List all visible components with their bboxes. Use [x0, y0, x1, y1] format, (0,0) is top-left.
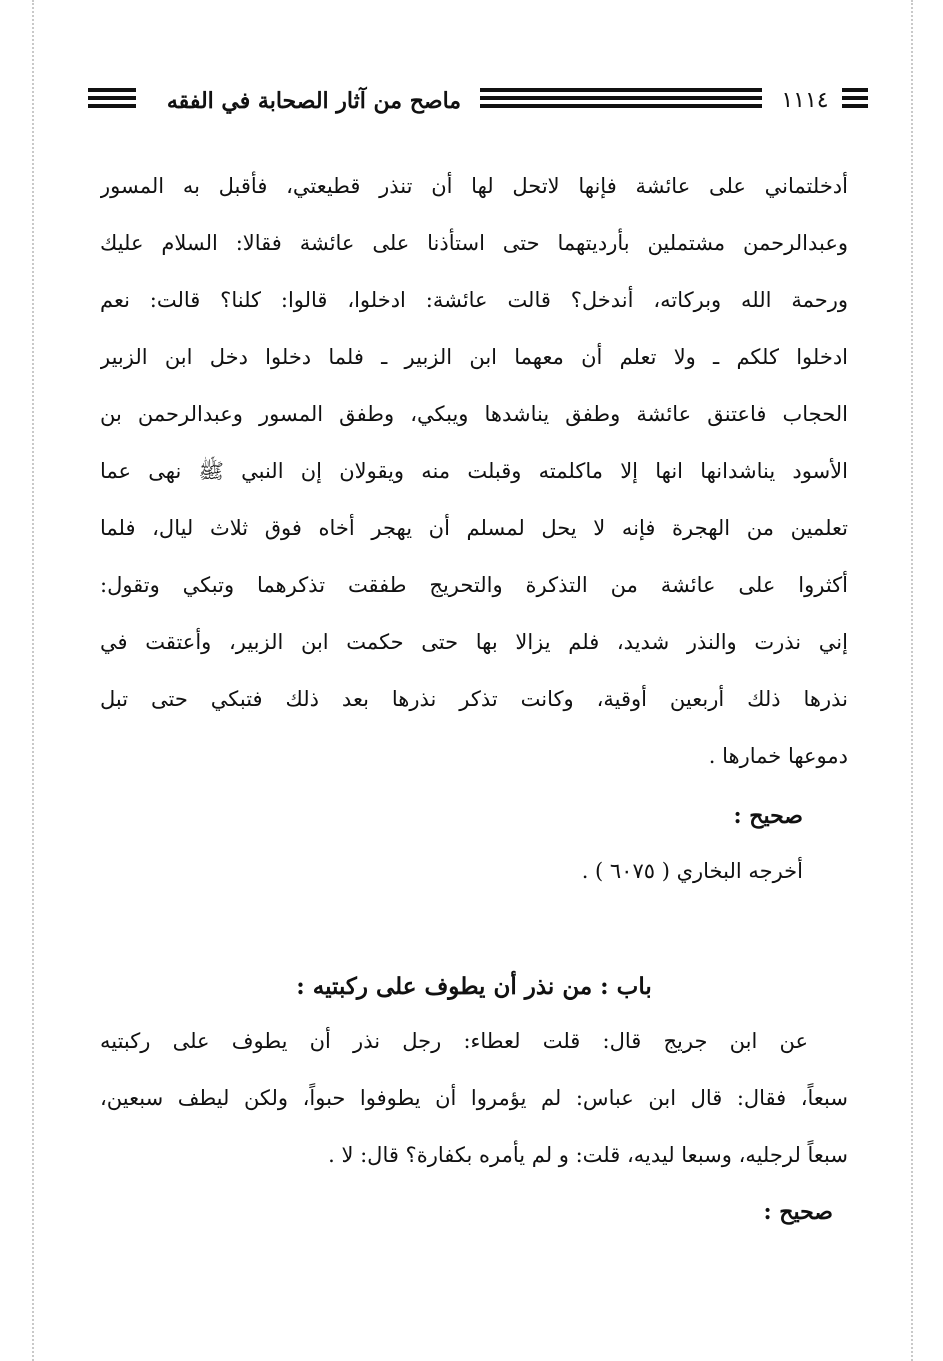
- text-line: تعلمين من الهجرة فإنه لا يحل لمسلم أن يهجر أخاه فوق ثلاث ليال، فلما: [100, 516, 848, 540]
- text-line: أكثروا على عائشة من التذكرة والتحريج طفقت تذكرهما وتبكي وتقول:: [100, 573, 848, 597]
- narration-paragraph: [100, 1013, 848, 1184]
- page-number: ١١١٤: [781, 88, 829, 113]
- text-line: عن ابن جريج قال: قلت لعطاء: رجل نذر أن يطوف على ركبتيه: [100, 1029, 808, 1053]
- text-line: سبعاً لرجليه، وسبعا ليديه، قلت: و لم يأمره بكفارة؟ قال: لا .: [328, 1143, 848, 1167]
- text-line: دموعها خمارها .: [708, 744, 848, 768]
- text-line: ورحمة الله وبركاته، أندخل؟ قالت عائشة: ادخلوا، قالوا: كلنا؟ قالت: نعم: [100, 288, 848, 312]
- text-line: ادخلوا كلكم ـ ولا تعلم أن معهما ابن الزبير ـ فلما دخلوا دخل ابن الزبير: [100, 345, 848, 369]
- text-line: وعبدالرحمن مشتملين بأرديتهما حتى استأذنا على عائشة فقالا: السلام عليك: [100, 231, 848, 255]
- grade-label: صحيح :: [763, 1199, 833, 1225]
- chapter-title: باب : من نذر أن يطوف على ركبتيه :: [296, 973, 652, 1000]
- text-line: أدخلتماني على عائشة فإنها لاتحل لها أن تنذر قطيعتي، فأقبل به المسور: [100, 174, 848, 198]
- header-rule-right: [842, 88, 868, 114]
- source-reference: أخرجه البخاري ( ٦٠٧٥ ) .: [581, 859, 803, 883]
- text-line: الحجاب فاعتنق عائشة وطفق يناشدها ويبكي، وطفق المسور وعبدالرحمن بن: [100, 402, 848, 426]
- running-title: ماصح من آثار الصحابة في الفقه: [166, 88, 462, 114]
- header-rule-left: [88, 88, 136, 114]
- grade-label: صحيح :: [733, 803, 803, 829]
- header-rule-middle: [480, 88, 762, 114]
- text-line: نذرها ذلك أربعين أوقية، وكانت تذكر نذرها بعد ذلك فتبكي حتى تبل: [100, 687, 848, 711]
- text-line: سبعاً، فقال: قال ابن عباس: لم يؤمروا أن يطوفوا حبواً، ولكن ليطف سبعين،: [100, 1086, 848, 1110]
- page-right-edge: [911, 0, 913, 1361]
- running-header: [88, 86, 858, 118]
- narration-paragraph: [100, 158, 848, 785]
- page-left-edge: [32, 0, 34, 1361]
- text-line: إني نذرت والنذر شديد، فلم يزالا بها حتى حكمت ابن الزبير، وأعتقت في: [100, 630, 848, 654]
- text-line: الأسود يناشدانها انها إلا ماكلمته وقبلت منه ويقولان إن النبي ﷺ نهى عما: [100, 459, 848, 483]
